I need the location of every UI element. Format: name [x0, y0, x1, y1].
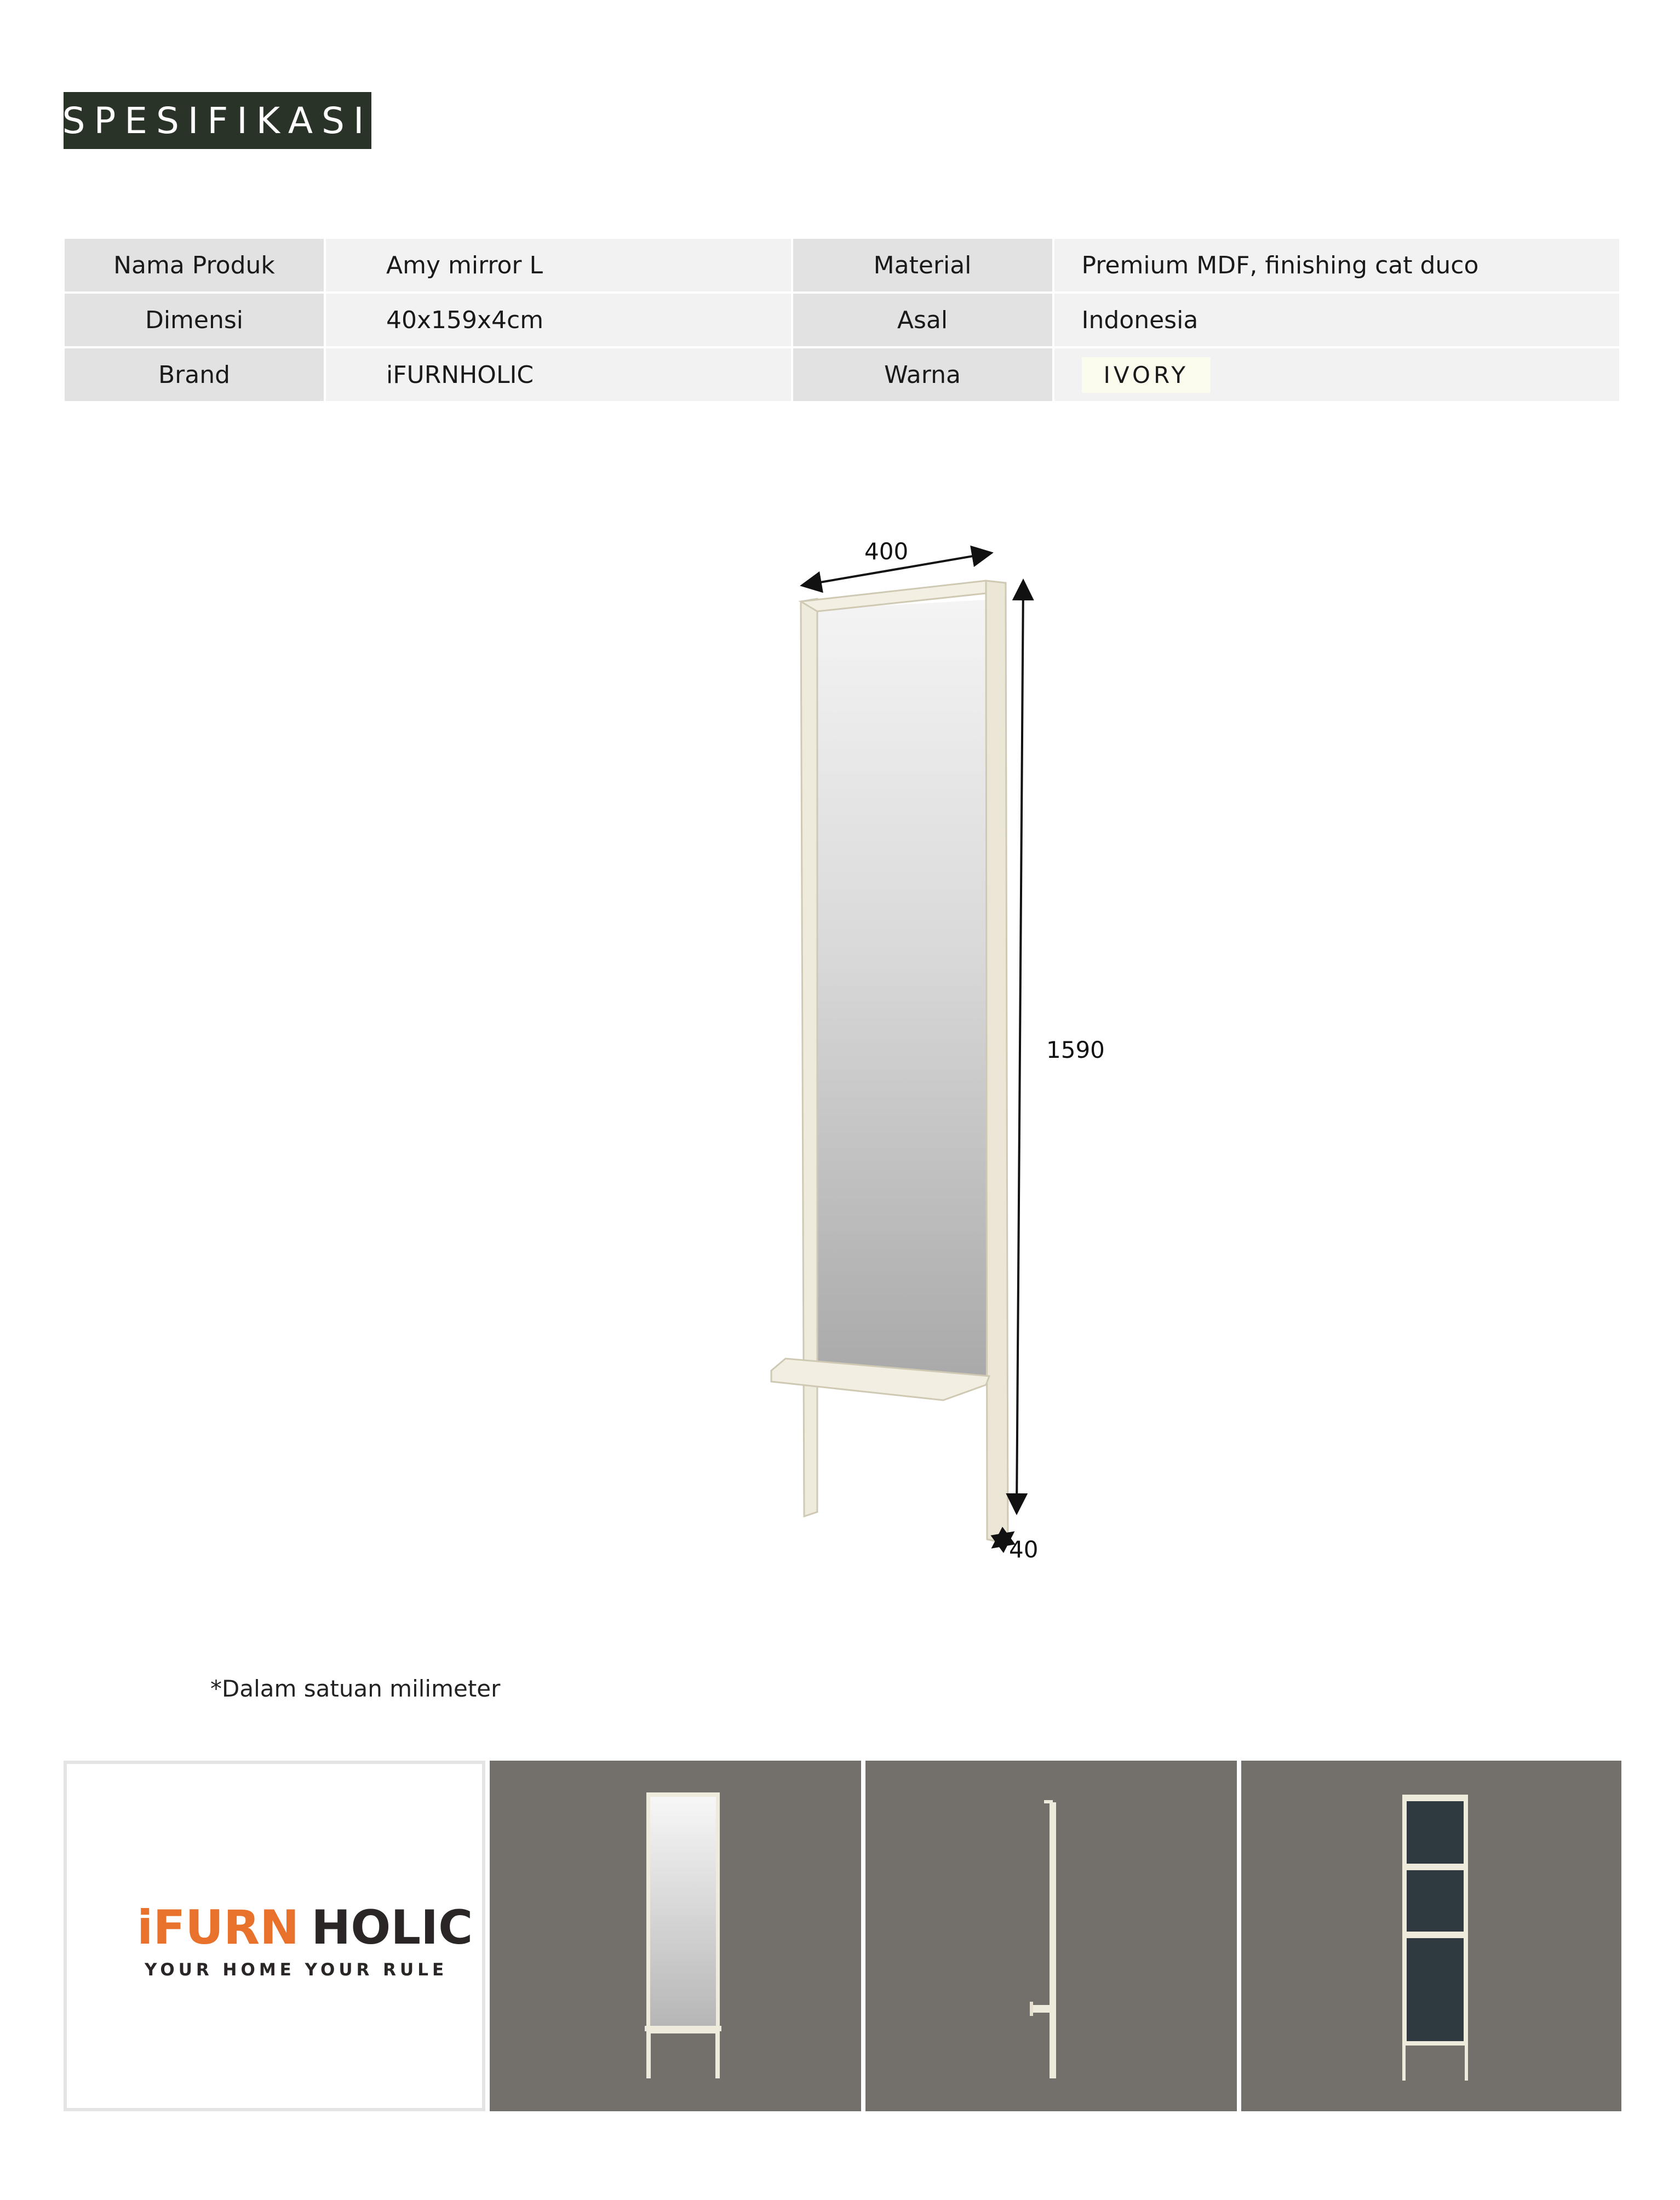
spec-label: Asal	[793, 294, 1052, 346]
unit-note: *Dalam satuan milimeter	[210, 1675, 501, 1702]
color-swatch: IVORY	[1082, 357, 1211, 393]
product-photo-back	[1241, 1761, 1621, 2111]
depth-label: 40	[1009, 1536, 1039, 1563]
spec-value: iFURNHOLIC	[326, 348, 791, 401]
spec-value: 40x159x4cm	[326, 294, 791, 346]
spec-label: Nama Produk	[65, 239, 324, 291]
mirror-illustration	[771, 581, 1008, 1544]
logo-part-ifurn: iFURN	[137, 1900, 300, 1955]
spec-value: Indonesia	[1054, 294, 1620, 346]
mirror-glass	[817, 600, 986, 1380]
spec-label: Dimensi	[65, 294, 324, 346]
brand-logo-tile	[64, 1761, 485, 2111]
mirror-front-view-icon	[490, 1761, 861, 2111]
height-dimension-arrow	[1017, 583, 1023, 1511]
height-label: 1590	[1046, 1036, 1105, 1063]
spec-label: Material	[793, 239, 1052, 291]
spec-value: Premium MDF, finishing cat duco	[1054, 239, 1620, 291]
frame-right-rail	[986, 581, 1008, 1544]
spec-label: Brand	[65, 348, 324, 401]
section-title: SPESIFIKASI	[64, 92, 371, 149]
product-photo-side	[865, 1761, 1237, 2111]
brand-logo	[137, 1900, 473, 1955]
spec-value: Amy mirror L	[326, 239, 791, 291]
mirror-side-view-icon	[865, 1761, 1237, 2111]
mirror-back-view-icon	[1241, 1761, 1621, 2111]
spec-label: Warna	[793, 348, 1052, 401]
width-label: 400	[864, 538, 909, 565]
brand-tagline: YOUR HOME YOUR RULE	[145, 1960, 448, 1980]
logo-part-holic: HOLIC	[311, 1900, 473, 1955]
product-photo-front	[490, 1761, 861, 2111]
